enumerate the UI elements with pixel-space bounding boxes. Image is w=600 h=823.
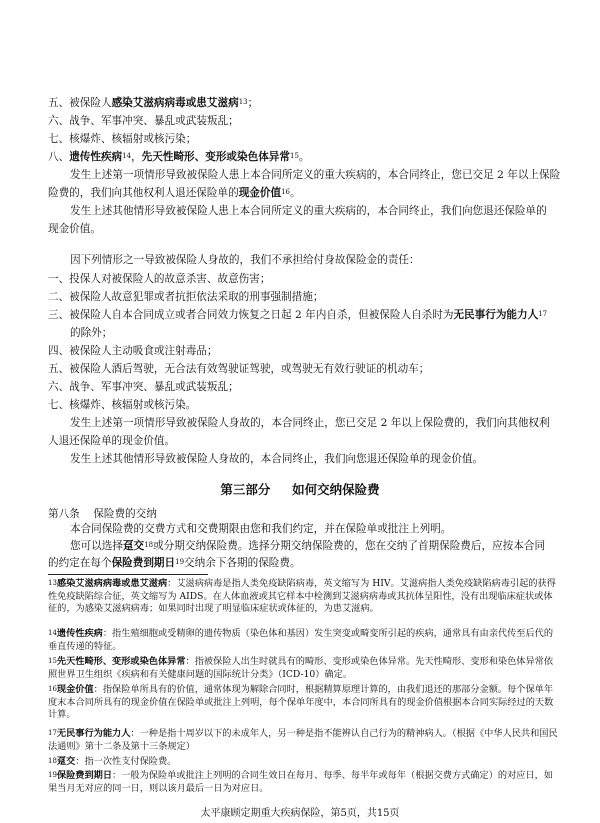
exclusion-b-6: 六、战争、军事冲突、暴乱或武装叛乱； [48,381,239,393]
article-heading: 第八条 保险费的交纳 [48,508,157,520]
exclusion-b-5: 五、被保险人酒后驾驶，无合法有效驾驶证驾驶，或驾驶无有效行驶证的机动车； [48,363,430,375]
paragraph-a1-line2: 险费的，我们向其他权利人退还保险单的现金价值$^{16}$。 [48,187,301,199]
exclusion-b-4: 四、被保险人主动吸食或注射毒品； [48,345,218,357]
footnote-divider [48,574,208,575]
exclusion-b-3-cont: 的除外； [70,327,113,339]
paragraph-a2-line2: 现金价值。 [48,223,101,235]
paragraph-b1-line2: 人退还保险单的现金价值。 [48,435,176,447]
footnote-13: $^{13}$感染艾滋病病毒或患艾滋病：艾滋病病毒是指人类免疫缺陷病毒，英文缩写为 HIV。艾滋病指人类免疫缺陷病毒引起的获得性免疫缺陷综合征，英文缩写为 AIDS。在人体血液或其它样本中检测到艾滋病病毒或其抗体呈阳性，没有出现临床症状或体征的，为感染艾滋病病毒；如果同时出现了明显临床症状或体征的，为患艾滋病。 [48,578,556,614]
footnote-16: $^{16}$现金价值：指保险单所具有的价值，通常体现为解除合同时，根据精算原理计算的，由我们退还的那部分金额。每个保单年度末本合同所具有的现金价值在保险单或批注上列明，每个保单年度中，本合同所具有的现金价值根据本合同实际经过的天数计算。 [48,684,554,720]
paragraph-a2-line1: 发生上述其他情形导致被保险人患上本合同所定义的重大疾病的，本合同终止，我们向您退还保险单的 [70,205,547,217]
paragraph-a1-line1: 发生上述第一项情形导致被保险人患上本合同所定义的重大疾病的，本合同终止，您已交足 2 年以上保险 [70,169,561,181]
paragraph-b1-line1: 发生上述第一项情形导致被保险人身故的，本合同终止，您已交足 2 年以上保险费的，我们向其他权利 [70,417,550,429]
intro-b: 因下列情形之一导致被保险人身故的，我们不承担给付身故保险金的责任： [70,254,420,266]
footnote-17: $^{17}$无民事行为能力人：一种是指十周岁以下的未成年人，另一种是指不能辨认自己行为的精神病人。（根据《中华人民共和国民法通则》第十二条及第十三条规定） [48,728,558,752]
article-paragraph-3: 的约定在每个保险费到期日$^{19}$交纳余下各期的保险费。 [48,557,301,569]
exclusion-a-5: 五、被保险人感染艾滋病病毒或患艾滋病$^{13}$； [48,97,259,109]
footnote-18: $^{18}$趸交：指一次性支付保险费。 [48,756,177,767]
exclusion-b-3: 三、被保险人自本合同成立或者合同效力恢复之日起 2 年内自杀，但被保险人自杀时为无民事行为能力人$^{17}$ [48,309,548,321]
page-footer: 太平康顾定期重大疾病保险，第5页，共15页 [200,808,400,819]
article-paragraph-1: 本合同保险费的交费方式和交费期限由您和我们约定，并在保险单或批注上列明。 [70,523,452,535]
footnote-19: $^{19}$保险费到期日：一般为保险单或批注上列明的合同生效日在每月、每季、每半年或每年（根据交费方式确定）的对应日，如果当月无对应的同一日，则以该月最后一日为对应日。 [48,770,554,794]
exclusion-b-7: 七、核爆炸、核辐射或核污染。 [48,399,197,411]
exclusion-b-2: 二、被保险人故意犯罪或者抗拒依法采取的刑事强制措施； [48,291,324,303]
exclusion-a-7: 七、核爆炸、核辐射或核污染； [48,133,197,145]
paragraph-b2: 发生上述其他情形导致被保险人身故的，本合同终止，我们向您退还保险单的现金价值。 [70,453,484,465]
exclusion-a-6: 六、战争、军事冲突、暴乱或武装叛乱； [48,115,239,127]
part-heading: 第三部分 如何交纳保险费 [220,482,380,497]
footnote-14: $^{14}$遗传性疾病：指生殖细胞或受精卵的遗传物质（染色体和基因）发生突变或畸变所引起的疾病，通常具有由亲代传至后代的垂直传递的特征。 [48,628,554,652]
footnote-15: $^{15}$先天性畸形、变形或染色体异常：指被保险人出生时就具有的畸形、变形或染色体异常。先天性畸形、变形和染色体异常依照世界卫生组织《疾病和有关健康问题的国际统计分类》（ICD-10）确定。 [48,656,554,680]
exclusion-a-8: 八、遗传性疾病$^{14}$，先天性畸形、变形或染色体异常$^{15}$。 [48,151,310,163]
article-paragraph-2: 您可以选择趸交$^{18}$或分期交纳保险费。选择分期交纳保险费的，您在交纳了首期保险费后，应按本合同 [70,540,546,552]
exclusion-b-1: 一、投保人对被保险人的故意杀害、故意伤害； [48,273,271,285]
